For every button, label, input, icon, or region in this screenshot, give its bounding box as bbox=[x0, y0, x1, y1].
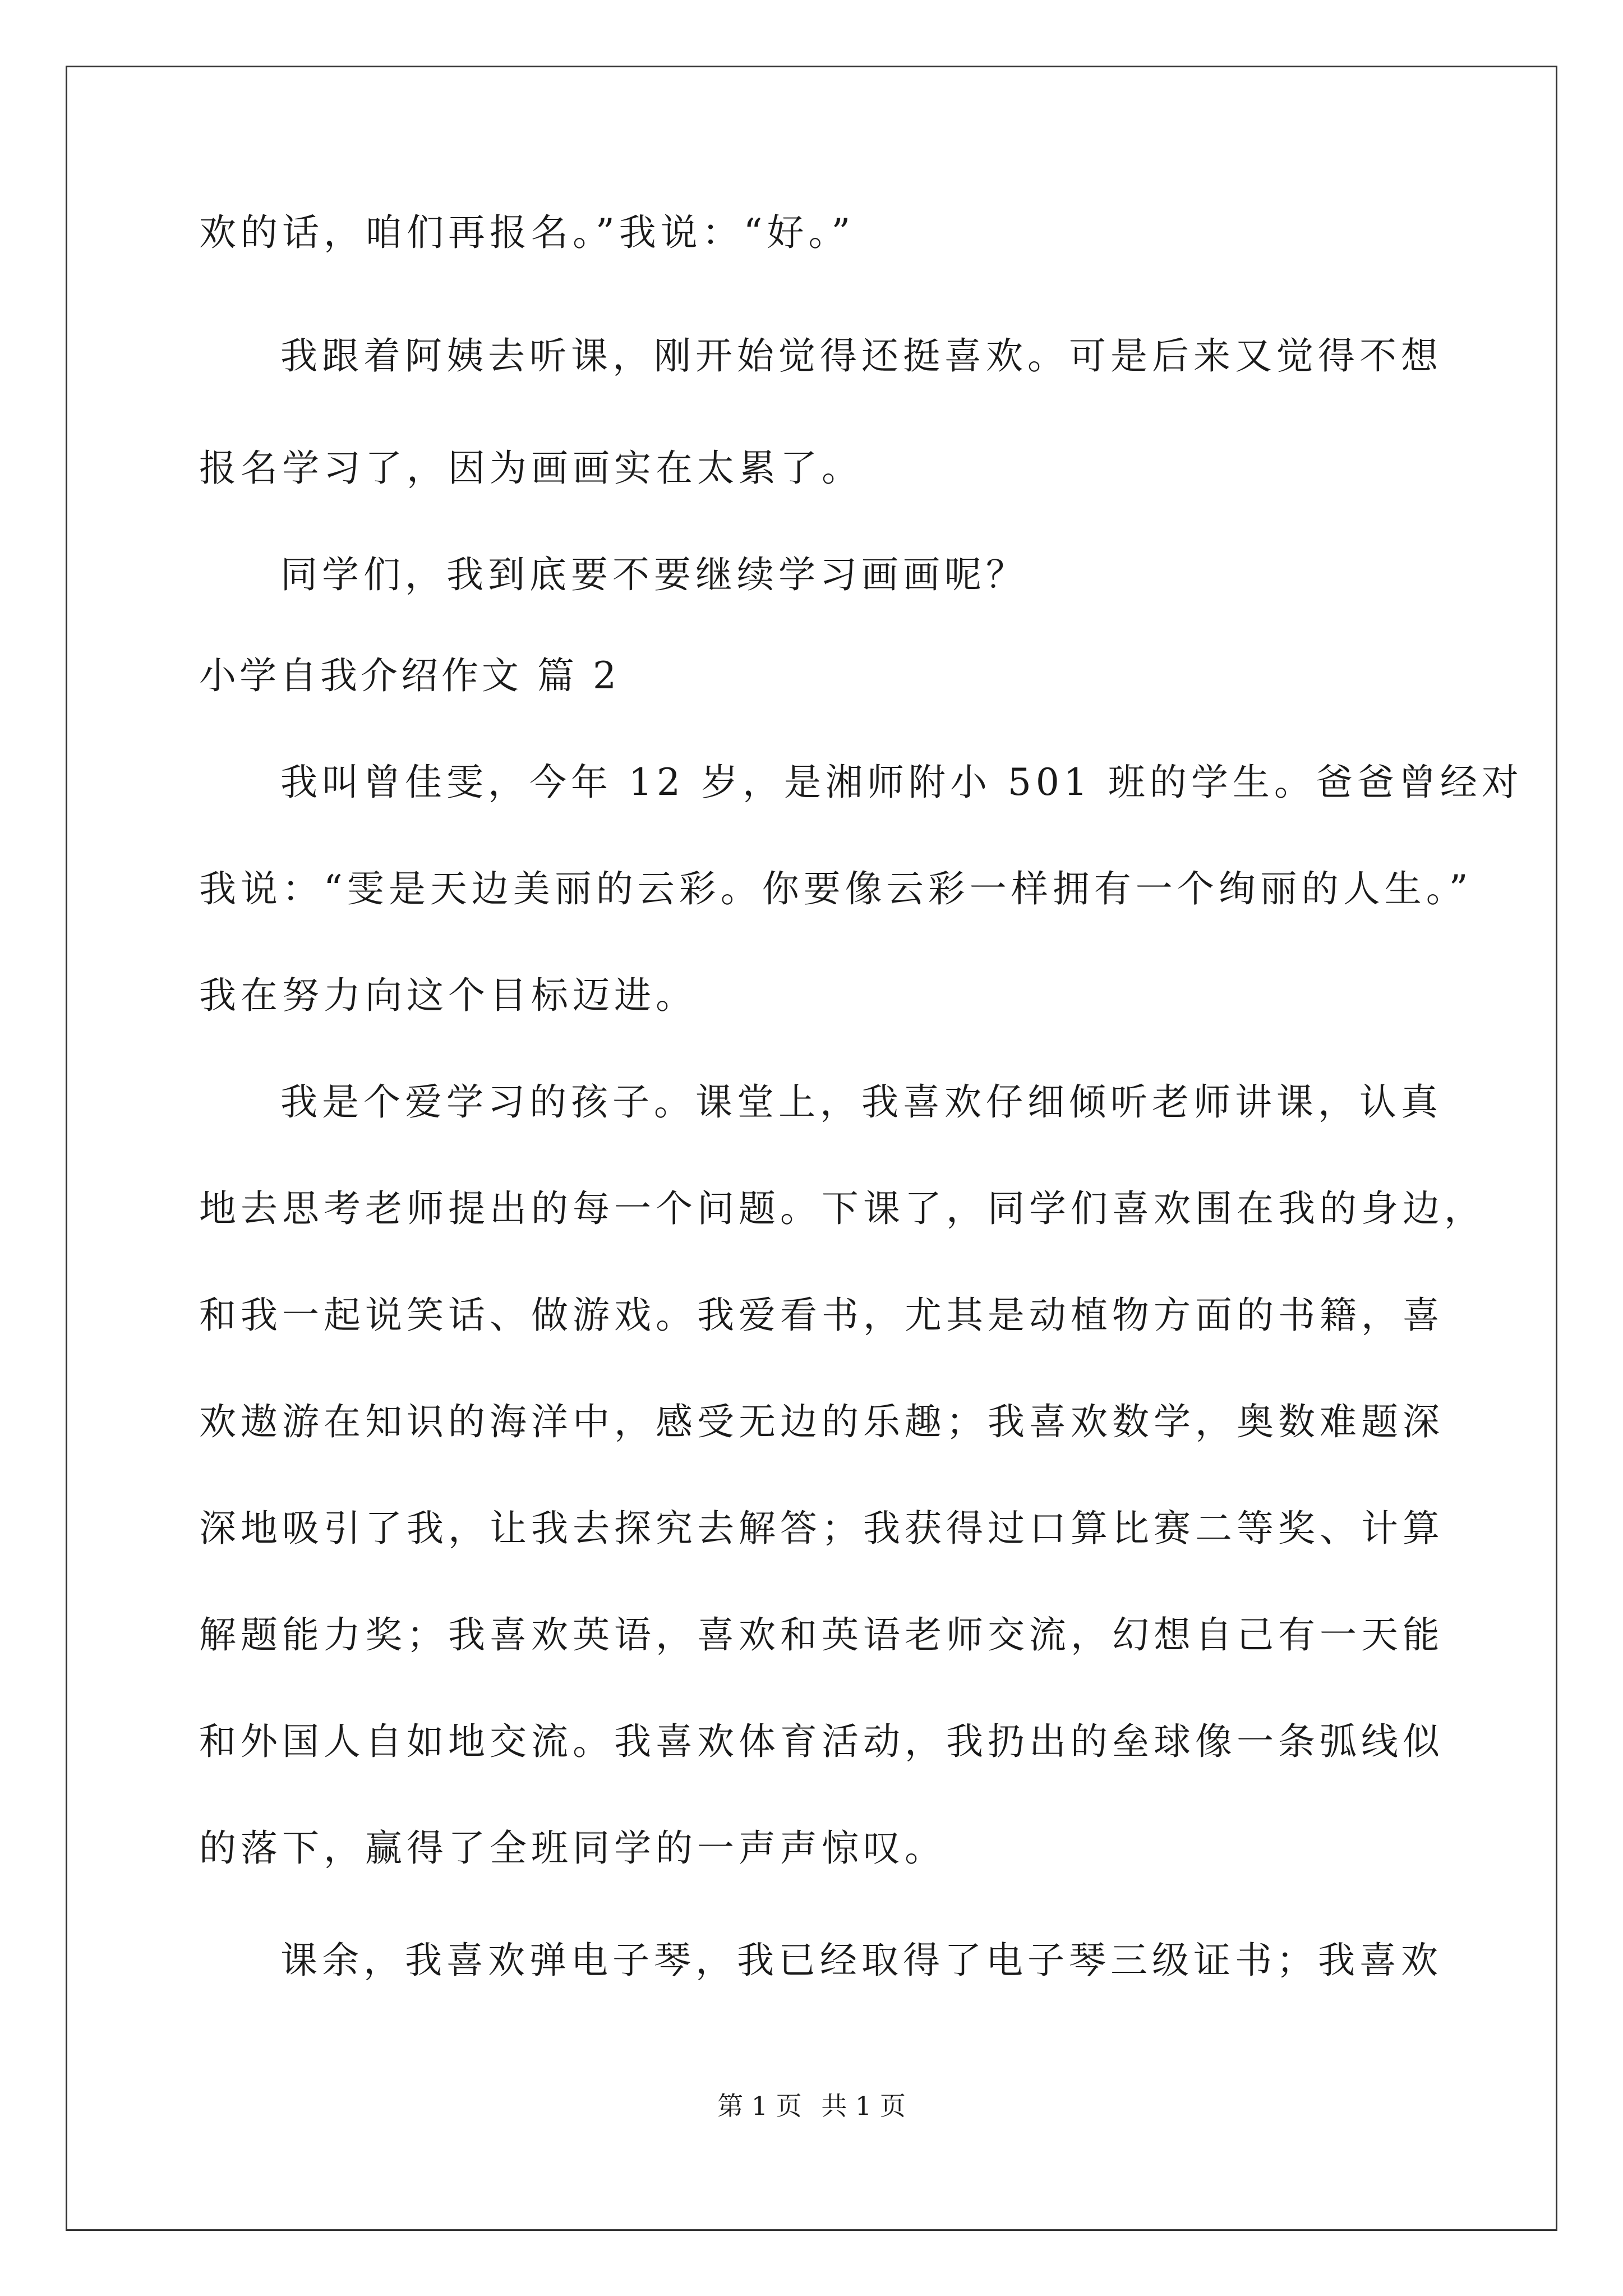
paragraph-line: 解题能力奖；我喜欢英语，喜欢和英语老师交流，幻想自己有一天能 bbox=[199, 1613, 1444, 1657]
paragraph-line: 报名学习了，因为画画实在太累了。 bbox=[199, 447, 863, 490]
paragraph-line: 和外国人自如地交流。我喜欢体育活动，我扔出的垒球像一条弧线似 bbox=[199, 1720, 1444, 1763]
page-total: 共 1 页 bbox=[821, 2091, 906, 2121]
paragraph-line: 地去思考老师提出的每一个问题。下课了，同学们喜欢围在我的身边， bbox=[199, 1187, 1486, 1230]
paragraph-line: 我叫曾佳雯，今年 12 岁，是湘师附小 501 班的学生。爸爸曾经对 bbox=[280, 761, 1523, 804]
paragraph-line: 同学们，我到底要不要继续学习画画呢？ bbox=[280, 553, 1027, 596]
paragraph-line: 我说：“雯是天边美丽的云彩。你要像云彩一样拥有一个绚丽的人生。” bbox=[199, 867, 1473, 910]
page-border bbox=[66, 66, 1557, 2231]
paragraph-line: 我在努力向这个目标迈进。 bbox=[199, 974, 697, 1017]
paragraph-line: 欢遨游在知识的海洋中，感受无边的乐趣；我喜欢数学，奥数难题深 bbox=[199, 1400, 1444, 1443]
section-heading: 小学自我介绍作文 篇 2 bbox=[199, 654, 620, 697]
paragraph-line: 我跟着阿姨去听课，刚开始觉得还挺喜欢。可是后来又觉得不想 bbox=[280, 334, 1442, 378]
page-number: 第 1 页 bbox=[717, 2091, 802, 2121]
paragraph-line: 和我一起说笑话、做游戏。我爱看书，尤其是动植物方面的书籍，喜 bbox=[199, 1294, 1444, 1337]
paragraph-line: 的落下，赢得了全班同学的一声声惊叹。 bbox=[199, 1826, 946, 1870]
paragraph-line: 欢的话，咱们再报名。”我说：“好。” bbox=[199, 211, 855, 254]
paragraph-line: 深地吸引了我，让我去探究去解答；我获得过口算比赛二等奖、计算 bbox=[199, 1507, 1444, 1550]
paragraph-line: 课余，我喜欢弹电子琴，我已经取得了电子琴三级证书；我喜欢 bbox=[280, 1939, 1442, 1982]
page-footer bbox=[0, 2090, 1623, 2122]
paragraph-line: 我是个爱学习的孩子。课堂上，我喜欢仔细倾听老师讲课，认真 bbox=[280, 1080, 1442, 1124]
